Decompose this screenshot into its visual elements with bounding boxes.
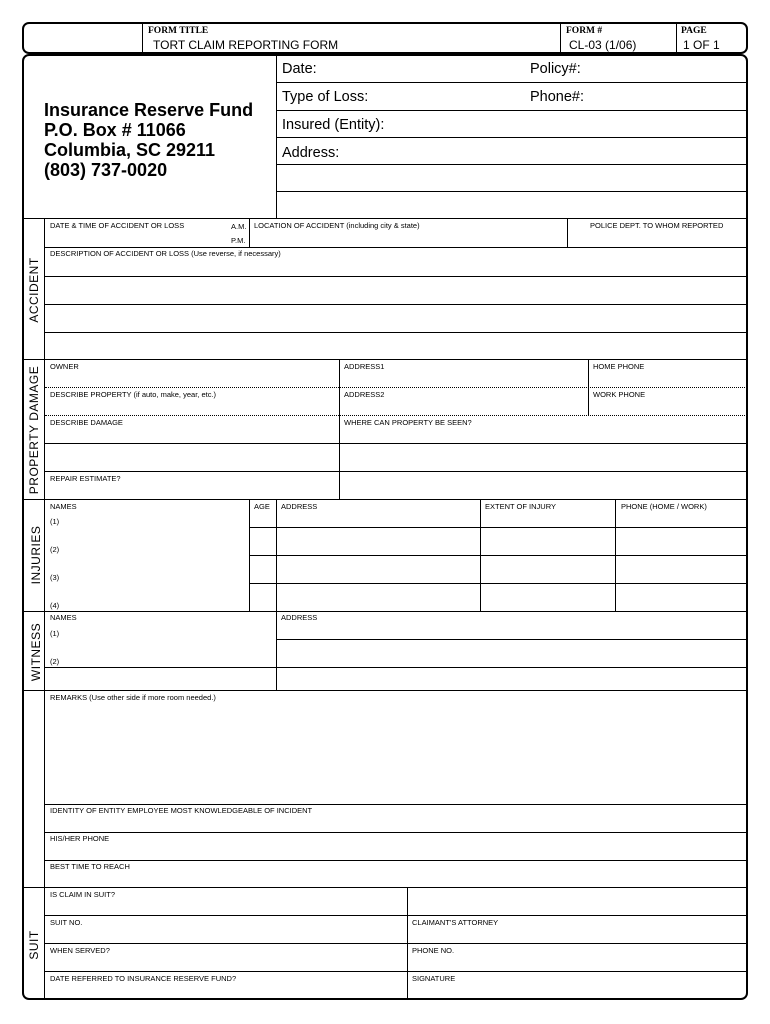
signature-label: SIGNATURE — [412, 974, 456, 983]
section-injuries: INJURIES — [29, 525, 43, 585]
phone-no-label: PHONE NO. — [412, 946, 455, 955]
org-phone: (803) 737-0020 — [44, 160, 168, 180]
describe-property-label: DESCRIBE PROPERTY (if auto, make, year, etc.) — [50, 390, 217, 399]
rule — [45, 387, 747, 388]
witness-row-1: (1) — [50, 629, 60, 638]
phone-field[interactable]: Phone#: — [530, 89, 585, 105]
date-referred-label: DATE REFERRED TO INSURANCE RESERVE FUND? — [50, 974, 237, 983]
header-divider — [560, 23, 561, 53]
am-label: A.M. — [231, 222, 247, 231]
rule — [276, 110, 747, 111]
rule — [249, 555, 747, 556]
section-witness: WITNESS — [29, 622, 43, 682]
rule — [588, 360, 589, 416]
rule — [23, 499, 747, 500]
form-number: CL-03 (1/06) — [569, 38, 637, 52]
rule — [249, 219, 250, 247]
when-served-label: WHEN SERVED? — [50, 946, 110, 955]
rule — [45, 276, 747, 277]
form-number-label: FORM # — [566, 26, 603, 36]
section-suit: SUIT — [27, 930, 41, 960]
rule — [45, 804, 747, 805]
rule — [45, 471, 747, 472]
rule — [45, 247, 747, 248]
injury-phone-label: PHONE (HOME / WORK) — [621, 502, 707, 511]
witness-address-label: ADDRESS — [281, 613, 318, 622]
injury-row-3: (3) — [50, 573, 60, 582]
org-pobox: P.O. Box # 11066 — [44, 120, 186, 140]
rule — [45, 332, 747, 333]
injury-row-1: (1) — [50, 517, 60, 526]
where-seen-label: WHERE CAN PROPERTY BE SEEN? — [344, 418, 472, 427]
employee-phone-label: HIS/HER PHONE — [50, 834, 110, 843]
section-accident: ACCIDENT — [27, 257, 41, 323]
rule — [45, 943, 747, 944]
rule — [45, 832, 747, 833]
org-city: Columbia, SC 29211 — [44, 140, 216, 160]
date-time-label: DATE & TIME OF ACCIDENT OR LOSS — [50, 221, 185, 230]
rule — [23, 611, 747, 612]
policy-field[interactable]: Policy#: — [530, 61, 581, 77]
insured-field[interactable]: Insured (Entity): — [282, 117, 385, 133]
section-column-divider — [44, 219, 45, 999]
type-of-loss-field[interactable]: Type of Loss: — [282, 89, 369, 105]
page-label: PAGE — [681, 26, 707, 36]
injury-address-label: ADDRESS — [281, 502, 318, 511]
rule — [567, 219, 568, 247]
address-field[interactable]: Address: — [282, 145, 340, 161]
pm-label: P.M. — [231, 236, 246, 245]
injury-age-label: AGE — [254, 502, 270, 511]
rule — [339, 360, 340, 499]
in-suit-label: IS CLAIM IN SUIT? — [50, 890, 116, 899]
rule — [45, 971, 747, 972]
rule — [249, 527, 747, 528]
rule — [45, 915, 747, 916]
rule — [45, 304, 747, 305]
page-number: 1 OF 1 — [683, 38, 720, 52]
address1-label: ADDRESS1 — [344, 362, 385, 371]
witness-row-2: (2) — [50, 657, 60, 666]
rule — [45, 667, 747, 668]
rule — [45, 860, 747, 861]
description-label: DESCRIPTION OF ACCIDENT OR LOSS (Use reverse, if necessary) — [50, 249, 281, 258]
org-block — [44, 100, 253, 180]
injury-extent-label: EXTENT OF INJURY — [485, 502, 556, 511]
rule — [276, 191, 747, 192]
repair-estimate-label: REPAIR ESTIMATE? — [50, 474, 121, 483]
rule — [23, 887, 747, 888]
header-divider — [142, 23, 143, 53]
date-field[interactable]: Date: — [282, 61, 317, 77]
form-title-label: FORM TITLE — [148, 26, 209, 36]
police-label: POLICE DEPT. TO WHOM REPORTED — [590, 221, 724, 230]
rule — [23, 218, 747, 219]
remarks-label: REMARKS (Use other side if more room needed.) — [50, 693, 216, 702]
address2-label: ADDRESS2 — [344, 390, 385, 399]
remarks-area[interactable] — [45, 704, 747, 803]
section-property-damage: PROPERTY DAMAGE — [27, 365, 41, 495]
injury-row-2: (2) — [50, 545, 60, 554]
rule — [23, 359, 747, 360]
suit-no-label: SUIT NO. — [50, 918, 83, 927]
header-divider — [676, 23, 677, 53]
org-name: Insurance Reserve Fund — [44, 100, 254, 120]
rule — [276, 137, 747, 138]
home-phone-label: HOME PHONE — [593, 362, 645, 371]
rule — [45, 415, 747, 416]
witness-names-label: NAMES — [50, 613, 77, 622]
address-line-2[interactable] — [277, 165, 747, 191]
rule — [276, 500, 277, 690]
rule — [249, 583, 747, 584]
employee-identity-label: IDENTITY OF ENTITY EMPLOYEE MOST KNOWLEDGEABLE OF INCIDENT — [50, 806, 313, 815]
form-title: TORT CLAIM REPORTING FORM — [153, 38, 339, 52]
owner-label: OWNER — [50, 362, 79, 371]
best-time-label: BEST TIME TO REACH — [50, 862, 130, 871]
describe-damage-label: DESCRIBE DAMAGE — [50, 418, 123, 427]
location-label: LOCATION OF ACCIDENT (including city & state) — [254, 221, 420, 230]
header-box — [22, 22, 748, 54]
injury-row-4: (4) — [50, 601, 60, 610]
attorney-label: CLAIMANT'S ATTORNEY — [412, 918, 499, 927]
work-phone-label: WORK PHONE — [593, 390, 646, 399]
rule — [45, 443, 747, 444]
injury-names-label: NAMES — [50, 502, 77, 511]
rule — [276, 639, 747, 640]
rule — [276, 82, 747, 83]
rule — [23, 690, 747, 691]
